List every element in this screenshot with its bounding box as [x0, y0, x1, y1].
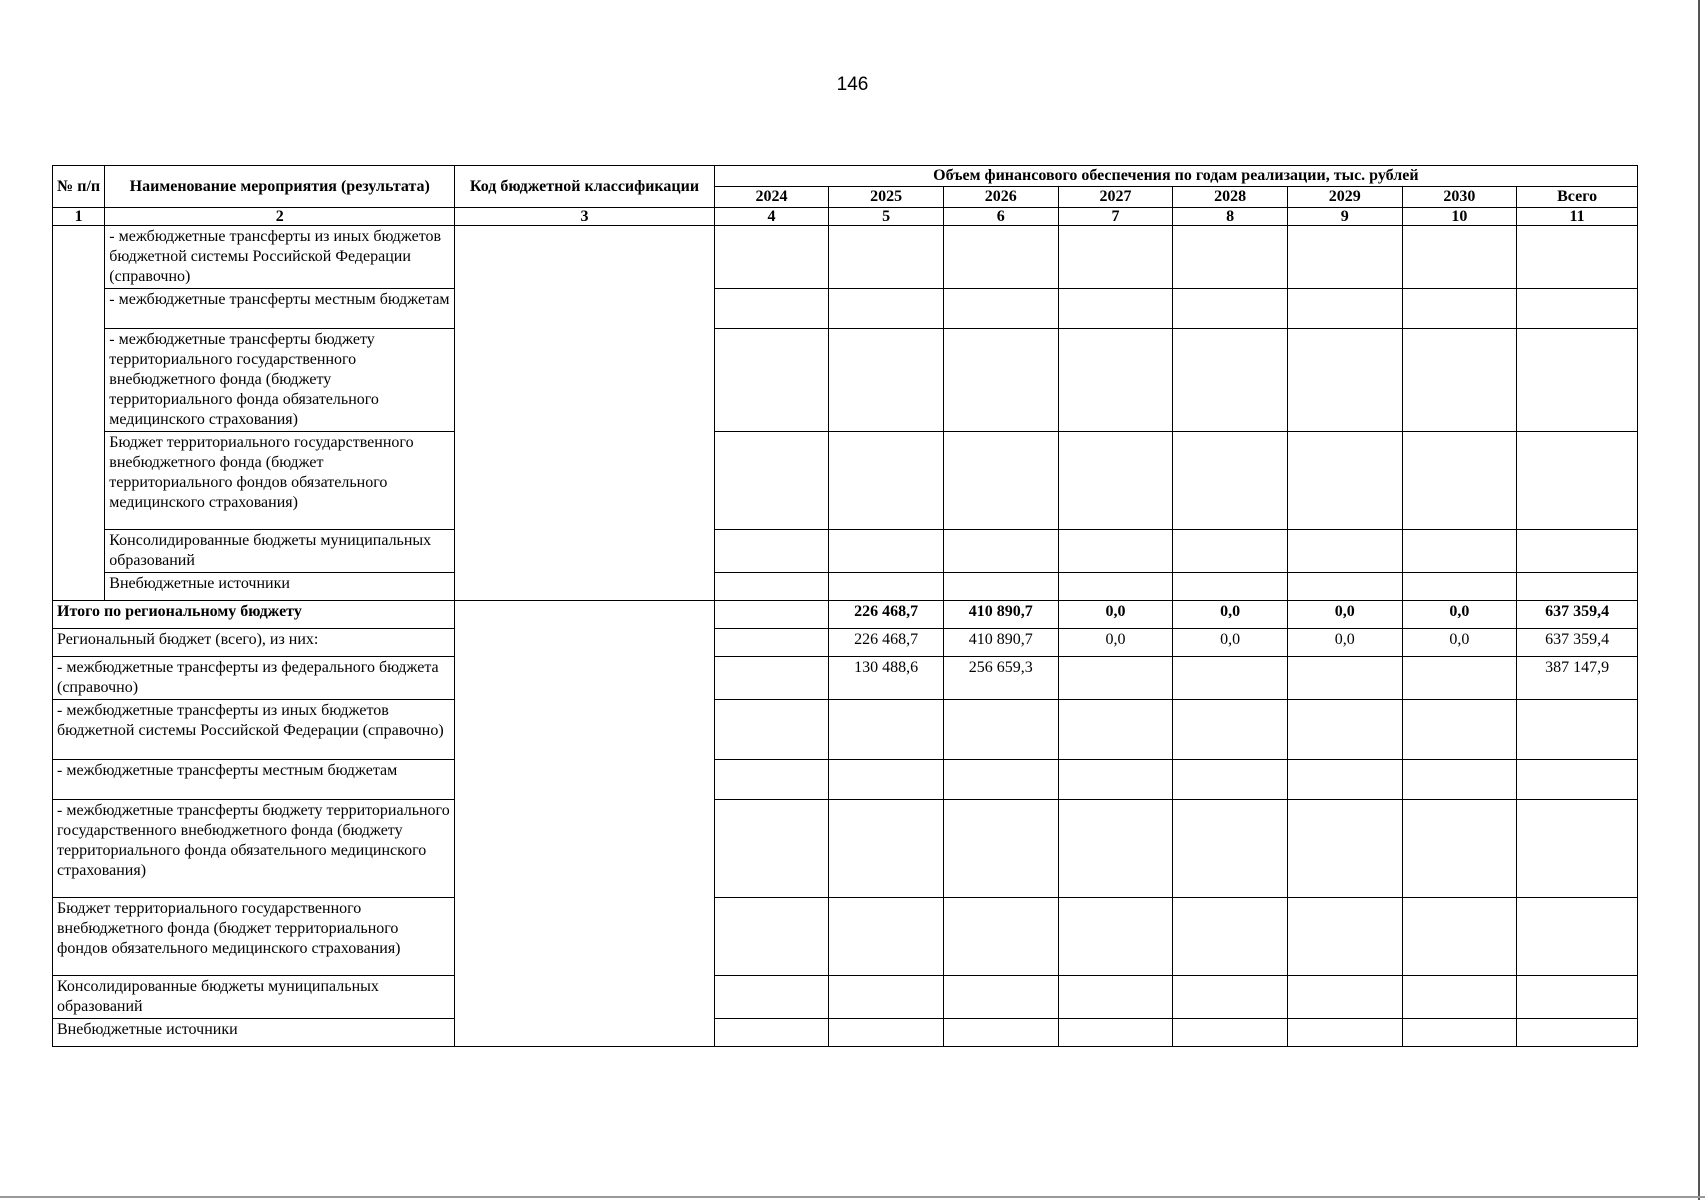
value-cell — [1058, 530, 1173, 573]
column-number: 3 — [455, 208, 714, 226]
value-cell — [1402, 226, 1517, 289]
value-cell — [1402, 573, 1517, 601]
value-cell — [714, 760, 829, 800]
value-cell — [829, 1019, 944, 1047]
row-name: Бюджет территориального государственного внебюджетного фонда (бюджет территориального фондов обязательного медицинского страхования) — [105, 432, 455, 530]
value-cell — [1173, 976, 1288, 1019]
value-cell — [943, 898, 1058, 976]
value-cell: 0,0 — [1287, 601, 1402, 629]
value-cell — [714, 800, 829, 898]
value-cell — [1287, 700, 1402, 760]
total-cell: 637 359,4 — [1517, 601, 1638, 629]
header-year: 2028 — [1173, 187, 1288, 208]
header-name: Наименование мероприятия (результата) — [105, 166, 455, 208]
value-cell — [1402, 800, 1517, 898]
row-name: - межбюджетные трансферты бюджету территориального государственного внебюджетного фонда (бюджету территориального фонда обязательного медицинского страхования) — [105, 329, 455, 432]
total-cell: 387 147,9 — [1517, 657, 1638, 700]
value-cell — [1287, 1019, 1402, 1047]
column-number: 1 — [53, 208, 105, 226]
budget-code-cell — [455, 226, 714, 601]
total-cell — [1517, 432, 1638, 530]
row-number-cell — [53, 226, 105, 601]
column-number: 11 — [1517, 208, 1638, 226]
row-name: - межбюджетные трансферты местным бюджетам — [105, 289, 455, 329]
page-number: 146 — [836, 74, 869, 95]
value-cell — [714, 629, 829, 657]
total-cell — [1517, 760, 1638, 800]
value-cell — [943, 289, 1058, 329]
value-cell — [1287, 329, 1402, 432]
header-num: № п/п — [53, 166, 105, 208]
value-cell: 0,0 — [1402, 601, 1517, 629]
value-cell — [714, 657, 829, 700]
value-cell — [1058, 657, 1173, 700]
table-row — [53, 226, 1638, 289]
value-cell — [943, 530, 1058, 573]
value-cell — [1173, 657, 1288, 700]
value-cell — [1173, 760, 1288, 800]
value-cell — [1287, 530, 1402, 573]
value-cell — [1173, 530, 1288, 573]
value-cell — [829, 226, 944, 289]
header-year: 2026 — [943, 187, 1058, 208]
column-number: 7 — [1058, 208, 1173, 226]
column-number: 5 — [829, 208, 944, 226]
value-cell: 256 659,3 — [943, 657, 1058, 700]
row-name: Бюджет территориального государственного внебюджетного фонда (бюджет территориального фондов обязательного медицинского страхования) — [53, 898, 455, 976]
value-cell — [1173, 329, 1288, 432]
row-name: Консолидированные бюджеты муниципальных образований — [105, 530, 455, 573]
table-row — [53, 1019, 1638, 1047]
value-cell — [1058, 573, 1173, 601]
column-number-row — [53, 208, 1638, 226]
value-cell — [1058, 1019, 1173, 1047]
column-number: 10 — [1402, 208, 1517, 226]
value-cell — [1287, 800, 1402, 898]
value-cell — [1402, 657, 1517, 700]
table-row — [53, 760, 1638, 800]
value-cell — [1402, 760, 1517, 800]
row-name: - межбюджетные трансферты из иных бюджетов бюджетной системы Российской Федерации (справочно) — [53, 700, 455, 760]
row-name: Консолидированные бюджеты муниципальных образований — [53, 976, 455, 1019]
total-cell — [1517, 530, 1638, 573]
value-cell — [943, 976, 1058, 1019]
value-cell — [829, 432, 944, 530]
value-cell — [943, 760, 1058, 800]
column-number: 4 — [714, 208, 829, 226]
value-cell — [829, 700, 944, 760]
value-cell — [943, 700, 1058, 760]
value-cell: 0,0 — [1058, 601, 1173, 629]
total-cell — [1517, 573, 1638, 601]
page-edge-bottom — [0, 1196, 1705, 1198]
value-cell — [1058, 700, 1173, 760]
value-cell — [1402, 1019, 1517, 1047]
table-row — [53, 573, 1638, 601]
total-cell — [1517, 898, 1638, 976]
value-cell — [943, 432, 1058, 530]
value-cell — [1402, 432, 1517, 530]
header-code: Код бюджетной классификации — [455, 166, 714, 208]
value-cell — [1058, 760, 1173, 800]
value-cell — [1058, 898, 1173, 976]
value-cell — [1402, 530, 1517, 573]
table-row — [53, 601, 1638, 629]
total-cell — [1517, 1019, 1638, 1047]
table-row — [53, 629, 1638, 657]
row-name: - межбюджетные трансферты местным бюджетам — [53, 760, 455, 800]
page-edge-right — [1698, 0, 1700, 1200]
value-cell: 0,0 — [1058, 629, 1173, 657]
value-cell — [1173, 289, 1288, 329]
value-cell — [943, 329, 1058, 432]
total-cell: 637 359,4 — [1517, 629, 1638, 657]
value-cell — [1287, 432, 1402, 530]
total-cell — [1517, 226, 1638, 289]
value-cell — [1173, 573, 1288, 601]
header-total: Всего — [1517, 187, 1638, 208]
value-cell — [714, 226, 829, 289]
value-cell — [829, 530, 944, 573]
value-cell — [714, 329, 829, 432]
total-cell — [1517, 800, 1638, 898]
value-cell — [1402, 700, 1517, 760]
table-row — [53, 289, 1638, 329]
value-cell — [1173, 800, 1288, 898]
value-cell — [714, 289, 829, 329]
value-cell — [829, 289, 944, 329]
value-cell — [714, 1019, 829, 1047]
column-number: 8 — [1173, 208, 1288, 226]
value-cell — [1287, 760, 1402, 800]
value-cell — [714, 976, 829, 1019]
column-number: 2 — [105, 208, 455, 226]
header-year: 2027 — [1058, 187, 1173, 208]
value-cell — [1287, 976, 1402, 1019]
value-cell — [829, 760, 944, 800]
value-cell: 0,0 — [1287, 629, 1402, 657]
header-year: 2025 — [829, 187, 944, 208]
value-cell — [714, 432, 829, 530]
value-cell — [1287, 898, 1402, 976]
table-row — [53, 976, 1638, 1019]
table-row — [53, 657, 1638, 700]
value-cell — [829, 800, 944, 898]
value-cell: 0,0 — [1402, 629, 1517, 657]
budget-code-cell — [455, 601, 714, 1047]
value-cell — [1287, 289, 1402, 329]
value-cell: 410 890,7 — [943, 629, 1058, 657]
value-cell — [1058, 432, 1173, 530]
value-cell — [943, 226, 1058, 289]
value-cell — [829, 329, 944, 432]
value-cell — [1287, 573, 1402, 601]
row-name: Внебюджетные источники — [53, 1019, 455, 1047]
header-year: 2029 — [1287, 187, 1402, 208]
row-name: - межбюджетные трансферты бюджету территориального государственного внебюджетного фонда (бюджету территориального фонда обязательного медицинского страхования) — [53, 800, 455, 898]
value-cell — [1173, 1019, 1288, 1047]
value-cell — [1287, 657, 1402, 700]
row-name: - межбюджетные трансферты из иных бюджетов бюджетной системы Российской Федерации (справочно) — [105, 226, 455, 289]
value-cell — [943, 1019, 1058, 1047]
header-year: 2030 — [1402, 187, 1517, 208]
value-cell — [1058, 289, 1173, 329]
value-cell — [1287, 226, 1402, 289]
column-number: 6 — [943, 208, 1058, 226]
table-row — [53, 898, 1638, 976]
table-row — [53, 700, 1638, 760]
value-cell — [1173, 700, 1288, 760]
row-name: Региональный бюджет (всего), из них: — [53, 629, 455, 657]
value-cell — [1402, 976, 1517, 1019]
table-row — [53, 329, 1638, 432]
header-row-1 — [53, 166, 1638, 187]
value-cell — [1402, 329, 1517, 432]
value-cell: 226 468,7 — [829, 629, 944, 657]
value-cell — [829, 898, 944, 976]
value-cell: 130 488,6 — [829, 657, 944, 700]
value-cell — [829, 976, 944, 1019]
total-cell — [1517, 700, 1638, 760]
value-cell: 0,0 — [1173, 629, 1288, 657]
table-row — [53, 800, 1638, 898]
header-year: 2024 — [714, 187, 829, 208]
value-cell — [1173, 898, 1288, 976]
value-cell — [1173, 432, 1288, 530]
value-cell — [943, 800, 1058, 898]
value-cell — [714, 573, 829, 601]
header-volume: Объем финансового обеспечения по годам реализации, тыс. рублей — [714, 166, 1637, 187]
value-cell — [1173, 226, 1288, 289]
value-cell — [714, 601, 829, 629]
value-cell: 410 890,7 — [943, 601, 1058, 629]
row-name: - межбюджетные трансферты из федерального бюджета (справочно) — [53, 657, 455, 700]
row-name: Внебюджетные источники — [105, 573, 455, 601]
total-cell — [1517, 976, 1638, 1019]
financing-table — [52, 165, 1638, 1047]
row-name: Итого по региональному бюджету — [53, 601, 455, 629]
value-cell — [1058, 329, 1173, 432]
value-cell — [714, 700, 829, 760]
value-cell: 0,0 — [1173, 601, 1288, 629]
value-cell — [1058, 800, 1173, 898]
table-row — [53, 530, 1638, 573]
value-cell — [714, 530, 829, 573]
total-cell — [1517, 289, 1638, 329]
value-cell: 226 468,7 — [829, 601, 944, 629]
value-cell — [1058, 226, 1173, 289]
total-cell — [1517, 329, 1638, 432]
table-row — [53, 432, 1638, 530]
value-cell — [1058, 976, 1173, 1019]
column-number: 9 — [1287, 208, 1402, 226]
value-cell — [1402, 289, 1517, 329]
value-cell — [1402, 898, 1517, 976]
value-cell — [829, 573, 944, 601]
value-cell — [943, 573, 1058, 601]
value-cell — [714, 898, 829, 976]
